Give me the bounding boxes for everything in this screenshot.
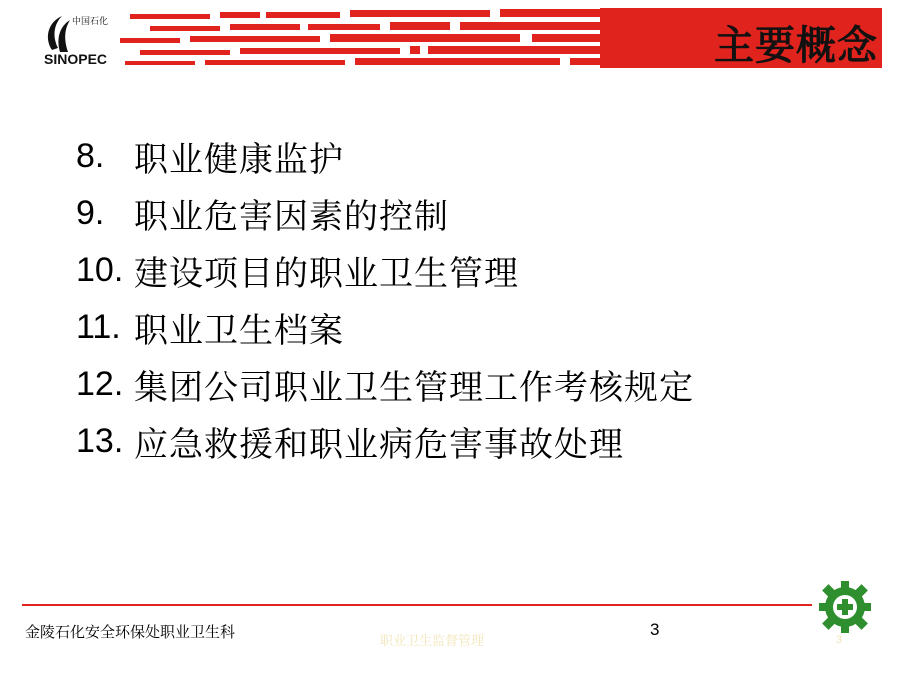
item-text: 职业健康监护 (134, 140, 344, 180)
footer-faint-text: 职业卫生监督管理 (380, 634, 485, 649)
item-number: 10. (76, 251, 124, 289)
svg-text:中国石化: 中国石化 (72, 17, 109, 27)
list-item (76, 299, 694, 356)
concept-list (76, 128, 694, 470)
list-item (76, 128, 694, 185)
item-number: 12. (76, 365, 124, 403)
footer-org-name: 金陵石化安全环保处职业卫生科 (25, 623, 236, 641)
item-text: 职业危害因素的控制 (134, 197, 449, 237)
slide-title: 主要概念 (714, 22, 878, 69)
item-text: 集团公司职业卫生管理工作考核规定 (134, 368, 694, 408)
list-item (76, 356, 694, 413)
svg-text:SINOPEC: SINOPEC (44, 51, 108, 67)
list-item (76, 185, 694, 242)
sinopec-logo-mark (38, 8, 118, 68)
item-number: 13. (76, 422, 124, 460)
safety-emblem-icon (816, 578, 874, 636)
footer-divider (22, 604, 812, 606)
sinopec-logo (38, 8, 118, 68)
page-number: 3 (650, 620, 660, 639)
item-number: 8. (76, 137, 105, 175)
item-number: 9. (76, 194, 105, 232)
item-text: 建设项目的职业卫生管理 (134, 254, 519, 294)
item-text: 职业卫生档案 (134, 311, 344, 351)
item-number: 11. (76, 308, 121, 346)
page-number-faint: 3 (836, 634, 843, 646)
item-text: 应急救援和职业病危害事故处理 (134, 425, 624, 465)
list-item (76, 242, 694, 299)
list-item (76, 413, 694, 470)
